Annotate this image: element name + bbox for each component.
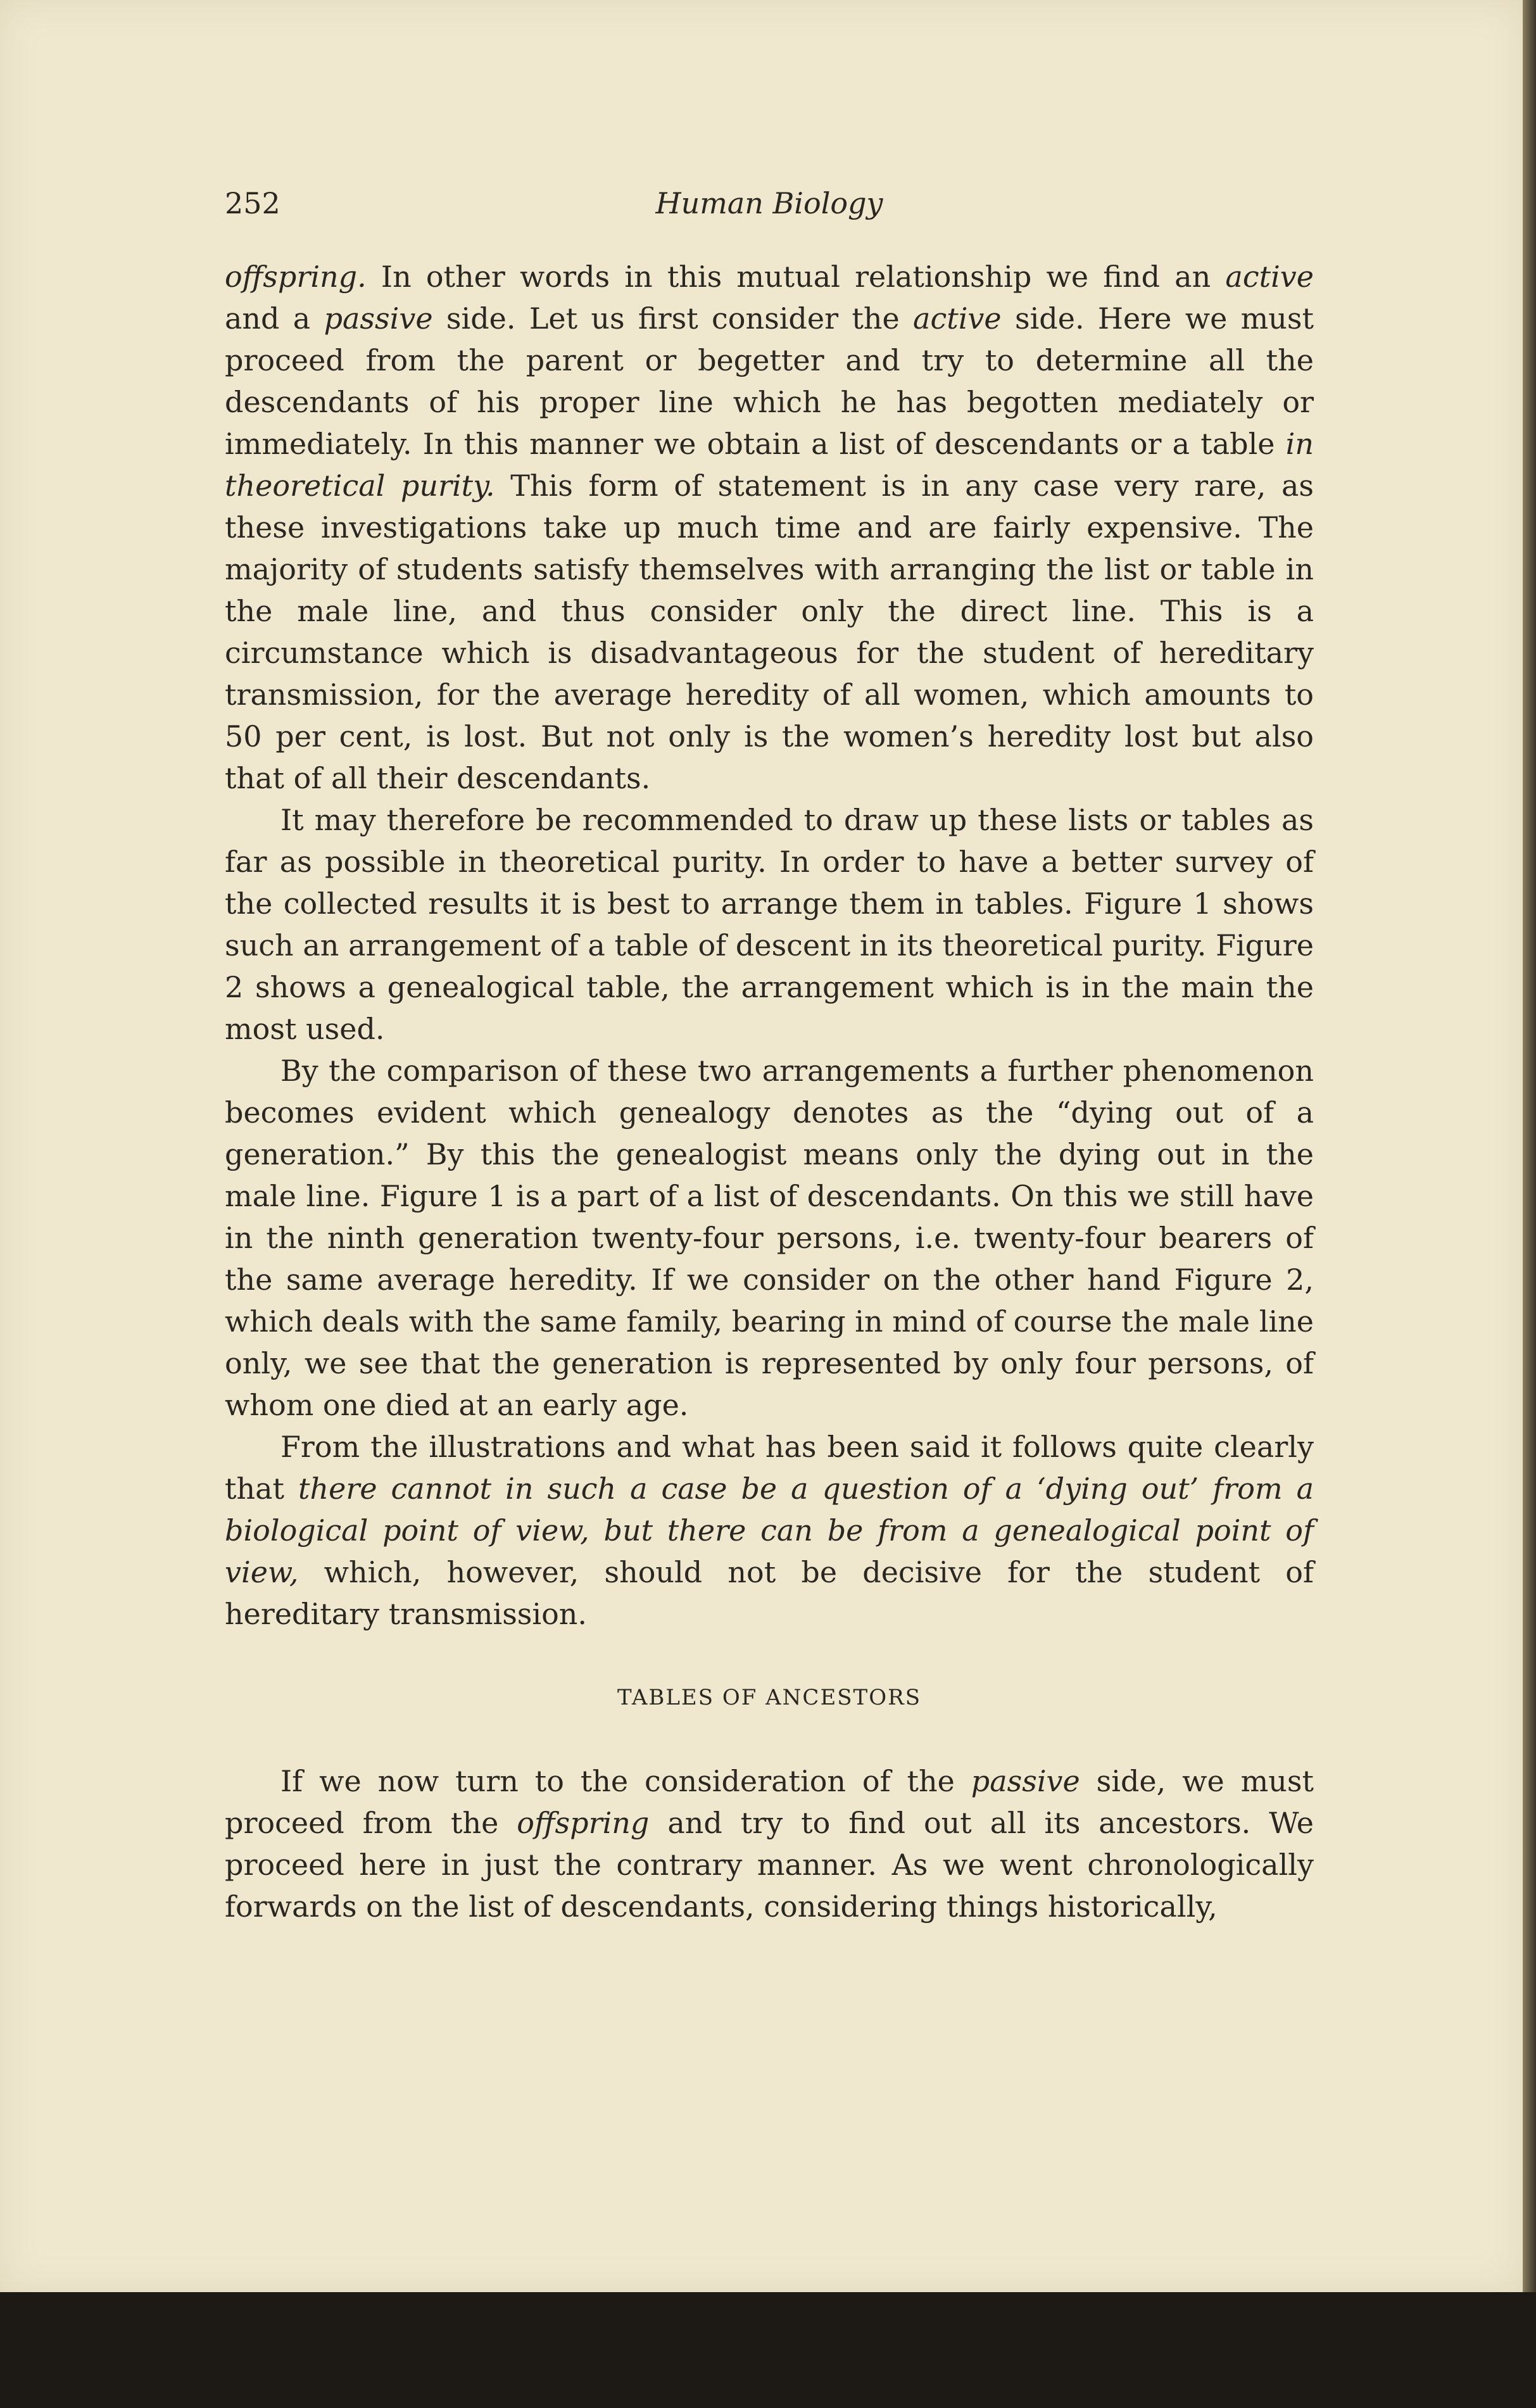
page-edge: [1523, 0, 1536, 2292]
text-emphasis: there cannot in such a case be a question of a ‘dying out’ from a biological point of view, but there can be from a genealogical point of view,: [225, 1472, 1314, 1589]
text-span: If we now turn to the consideration of the: [280, 1764, 971, 1798]
text-span: In other words in this mutual relationship we find an: [366, 260, 1226, 294]
text-span: side. Here we must proceed from the parent or begetter and try to determine all the descendants of his proper line which he has begotten mediately or immediately. In this manner we obtain a list of descendants or a table: [225, 301, 1314, 461]
text-theoretical-purity: in theoretical purity.: [225, 427, 1314, 503]
paragraph-5: [225, 1760, 1314, 1927]
text-span: and try to find out all its ancestors. We proceed here in just the contrary manner. As we went chronologically forwards on the list of descendants, considering things historically,: [225, 1806, 1314, 1924]
page-number: 252: [225, 186, 280, 220]
running-head: Human Biology: [655, 186, 883, 220]
text-span: From the illustrations and what has been said it follows quite clearly that: [225, 1430, 1314, 1506]
text-passive: passive: [971, 1764, 1080, 1798]
text-offspring: offspring.: [225, 260, 367, 294]
text-span: and a: [225, 301, 324, 336]
paragraph-2: It may therefore be recommended to draw up these lists or tables as far as possible in theoretical purity. In order to have a better survey of the collected results it is best to arrange them in tables. Figure 1 shows such an arrangement of a table of descent in its theoretical purity. Figure 2 shows a genealogical table, the arrangement which is in the main the most used.: [225, 803, 1314, 1046]
text-span: which, however, should not be decisive for the student of hereditary transmission.: [225, 1555, 1314, 1631]
paragraph-4: [225, 1426, 1314, 1635]
text-span: side. Let us first consider the: [432, 301, 914, 336]
body-text: [225, 256, 1314, 1927]
text-span: This form of statement is in any case very rare, as these investigations take up much time and are fairly expensive. The majority of students satisfy themselves with arranging the list or table in the male line, and thus consider only the direct line. This is a circumstance which is disadvantageous for the student of hereditary transmission, for the average heredity of all women, which amounts to 50 per cent, is lost. But not only is the women’s heredity lost but also that of all their descendants.: [225, 469, 1314, 795]
text-active: active: [913, 301, 1002, 336]
section-heading: TABLES OF ANCESTORS: [617, 1685, 921, 1710]
paragraph-3: By the comparison of these two arrangements a further phenomenon becomes evident which genealogy denotes as the “dying out of a generation.” By this the genealogist means only the dying out in the male line. Figure 1 is a part of a list of descendants. On this we still have in the ninth generation twenty-four persons, i.e. twenty-four bearers of the same average heredity. If we consider on the other hand Figure 2, which deals with the same family, bearing in mind of course the male line only, we see that the generation is represented by only four persons, of whom one died at an early age.: [225, 1054, 1314, 1422]
text-span: side, we must proceed from the: [225, 1764, 1314, 1840]
paragraph-1: [225, 256, 1314, 799]
page-header: [225, 186, 1314, 230]
text-offspring: offspring: [517, 1806, 650, 1840]
scan-background: [0, 2292, 1536, 2408]
text-active: active: [1225, 260, 1314, 294]
text-passive: passive: [324, 301, 433, 336]
